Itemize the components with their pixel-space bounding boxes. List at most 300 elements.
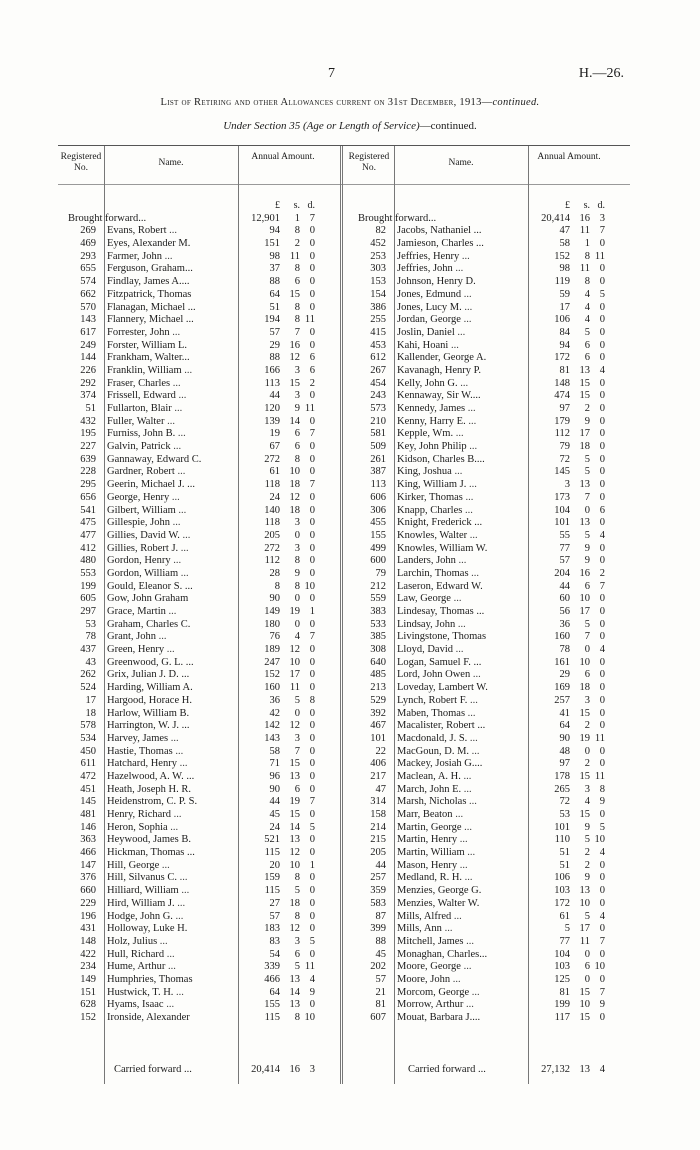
allowee-name [107,378,231,391]
allowee-name [397,238,521,251]
leader-dots: ... [470,669,481,681]
amount-shillings: 8 [294,453,300,465]
leader-dots: ... [451,466,463,478]
amount-shillings: 8 [294,580,300,592]
allowee-name [397,898,521,911]
leader-dots: ... [450,973,461,985]
leader-dots: ... [170,517,181,529]
amount-shillings: 15 [289,758,300,770]
amount-pence: 0 [599,326,605,338]
registered-number: 655 [80,263,96,275]
allowee-name-text: Ironside, Alexander [107,1012,190,1023]
amount-shillings: 9 [584,555,590,567]
registered-number: 607 [370,1012,386,1023]
amount-pounds: 180 [264,618,280,630]
allowee-name [397,530,521,543]
amount-shillings: 12 [289,847,300,859]
annual-amount-header: Annual Amount. [537,152,601,162]
allowee-name-text: Lindesay, Thomas ... [397,606,485,617]
registered-number: 146 [80,821,96,833]
amount-pounds: 272 [264,453,280,465]
amount-pence: 0 [599,479,605,491]
allowee-name-text: Loveday, Lambert W. [397,682,488,694]
registered-number: 533 [370,618,386,630]
allowee-name [397,606,521,619]
amount-shillings: 15 [289,809,300,820]
registered-no-header: Registered No. [60,152,102,173]
amount-pounds: 466 [264,973,280,985]
registered-number: 88 [375,935,386,947]
allowee-name [397,758,521,771]
registered-number: 617 [80,326,96,338]
allowee-name-text: Knight, Frederick ... [397,517,483,529]
allowee-name-text: Menzies, Walter W. [397,897,480,909]
registered-no-header: Registered No. [348,152,390,173]
amount-pence: 0 [309,250,315,262]
leader-dots: ... [178,542,189,554]
registered-number: 485 [370,669,386,681]
registered-number: 113 [370,479,386,491]
amount-shillings: 9 [584,872,590,884]
registered-number: 385 [370,631,386,643]
amount-pence: 0 [309,618,315,630]
registered-number: 153 [370,276,386,288]
allowee-name [397,720,521,733]
amount-shillings: 3 [294,935,300,947]
amount-pence: 0 [309,263,315,275]
amount-pence: 0 [309,225,315,237]
allowee-name-text: Mason, Henry [397,859,458,871]
allowee-name [107,543,231,556]
amount-shillings: 12 [289,491,300,503]
column-divider-center [340,146,341,1084]
amount-pounds: 54 [269,948,280,960]
amount-pounds: 143 [264,732,280,744]
allowee-name [397,885,521,898]
allowee-name-text: Henry, Richard [107,809,172,820]
amount-pounds: 104 [554,504,570,516]
registered-number: 541 [80,504,96,516]
registered-number: 660 [80,885,96,897]
registered-number: 145 [80,796,96,808]
allowee-name-text: Lynch, Robert F. [397,694,468,706]
allowee-name-text: Monaghan, Charles... [397,948,488,960]
amount-pence: 2 [309,377,315,389]
amount-shillings: 3 [294,364,300,376]
allowee-name-text: Kepple, Wm. [397,428,454,440]
amount-shillings: 4 [294,631,300,643]
allowee-name [107,771,231,784]
amount-shillings: 13 [289,770,300,782]
amount-pence: 0 [599,606,605,617]
allowee-name-text: Mouat, Barbara J.... [397,1012,481,1023]
allowee-name [397,847,521,860]
allowee-name [107,746,231,759]
amount-pence: 0 [599,923,605,935]
allowee-name-text: Gillespie, John [107,517,170,529]
allowee-name [397,746,521,759]
amount-pence: 4 [599,847,605,859]
amount-pounds: 194 [264,314,280,326]
leader-dots: ... [464,847,476,859]
amount-shillings: 5 [584,618,590,630]
allowances-ledger [58,145,630,1086]
amount-pence: 4 [599,529,605,541]
allowee-name [397,568,521,581]
allowee-name [397,517,521,530]
allowee-name-text: Kidson, Charles B.... [397,453,485,465]
amount-pence: 0 [599,555,605,567]
allowee-name-text: Hill, George [107,859,160,871]
allowee-name-text: Kirker, Thomas [397,491,463,503]
amount-shillings: 3 [584,694,590,706]
amount-shillings: 6 [584,339,590,351]
amount-pence: 0 [309,555,315,567]
amount-pounds: 120 [264,403,280,414]
allowee-name-text: Harrington, W. J. ... [107,720,190,732]
allowee-name [397,593,521,606]
allowee-name [107,441,231,454]
allowee-name-text: Kahi, Hoani [397,339,449,351]
shillings-unit: s. [293,200,300,211]
leader-dots: ... [462,491,474,503]
registered-number: 524 [80,682,96,694]
amount-pence: 0 [599,859,605,871]
allowee-name-text: Mackey, Josiah G.... [397,758,483,770]
amount-pence: 11 [594,250,605,262]
amount-pence: 0 [309,758,315,770]
registered-number: 262 [80,669,96,681]
leader-dots: ... [455,555,467,567]
amount-pounds: 90 [269,593,280,605]
amount-pounds: 169 [554,682,570,694]
allowee-name-text: Fraser, Charles [107,377,171,389]
allowee-name [107,302,231,315]
amount-pounds: 139 [264,415,280,427]
registered-number: 412 [80,542,96,554]
amount-shillings: 17 [289,669,300,681]
registered-number: 267 [370,364,386,376]
amount-pence: 0 [309,466,315,478]
amount-pence: 8 [309,694,315,706]
amount-shillings: 19 [289,606,300,617]
amount-pounds: 115 [264,1012,280,1023]
registered-number: 215 [370,834,386,846]
amount-pounds: 72 [559,453,570,465]
amount-pence: 0 [309,441,315,453]
amount-pence: 10 [594,834,605,846]
registered-number: 480 [80,555,96,567]
allowee-name [107,238,231,251]
leader-dots: ... [164,415,175,427]
amount-pence: 0 [309,745,315,757]
amount-pounds: 172 [554,897,570,909]
amount-pounds: 81 [559,364,570,376]
allowee-name-text: Kallender, George A. [397,352,487,364]
amount-pounds: 57 [269,910,280,922]
amount-pence: 0 [599,897,605,909]
allowee-name [107,428,231,441]
amount-shillings: 6 [294,948,300,960]
amount-pence: 0 [599,618,605,630]
amount-pounds: 106 [554,314,570,326]
registered-number: 53 [85,618,96,630]
amount-pounds: 79 [559,441,570,453]
registered-number: 82 [375,225,386,237]
registered-number: 78 [85,631,96,643]
amount-shillings: 5 [584,326,590,338]
allowee-name [397,314,521,327]
allowee-name-text: Macdonald, J. S. [397,732,468,744]
amount-pence: 0 [309,720,315,732]
amount-pounds: 71 [269,758,280,770]
carried-forward-row [408,1064,605,1075]
amount-pounds: 44 [269,390,280,402]
amount-pence: 0 [309,885,315,897]
allowee-name [107,809,231,822]
allowee-name-text: Humphries, Thomas [107,973,193,985]
allowee-name-text: Heron, Sophia [107,821,168,833]
amount-shillings: 18 [289,504,300,516]
leader-dots: ... [175,504,187,516]
amount-shillings: 8 [294,225,300,237]
amount-pounds: 41 [559,707,570,719]
allowee-name [107,403,231,416]
allowee-name-text: Martin, George [397,821,462,833]
amount-shillings: 0 [584,504,590,516]
amount-pounds: 155 [264,999,280,1011]
allowee-name [107,492,231,505]
leader-dots: ... [454,326,466,338]
amount-pounds: 37 [269,263,280,275]
allowee-name-text: Morrow, Arthur [397,999,464,1011]
amount-pounds: 3 [564,479,570,491]
allowee-name [107,974,231,987]
amount-shillings: 7 [584,631,590,643]
allowee-name [107,822,231,835]
amount-pence: 0 [599,339,605,351]
registered-number: 149 [80,973,96,985]
leader-dots: ... [157,935,168,947]
amount-shillings: 5 [294,694,300,706]
amount-pounds: 178 [554,770,570,782]
leader-dots: ... [452,809,464,820]
registered-number: 662 [80,288,96,300]
leader-dots: ... [163,999,175,1011]
amount-shillings: 10 [579,593,590,605]
allowee-name [107,911,231,924]
amount-pounds: 20,414 [251,1064,280,1075]
allowee-name-text: Martin, William [397,847,465,859]
allowee-name [397,631,521,644]
registered-number: 79 [375,567,386,579]
amount-pounds: 51 [269,301,280,313]
amount-pence: 7 [309,796,315,808]
amount-pounds: 64 [559,720,570,732]
amount-pence: 7 [599,225,605,237]
column-divider [238,146,239,1084]
amount-shillings: 13 [579,1064,590,1075]
allowee-name [397,365,521,378]
amount-pence: 4 [599,910,605,922]
allowee-name [107,555,231,568]
registered-number: 87 [375,910,386,922]
amount-pence: 11 [304,403,315,414]
allowee-name-text: Marr, Beaton [397,809,453,820]
registered-number: 234 [80,961,96,973]
amount-shillings: 2 [294,238,300,250]
amount-shillings: 11 [579,225,590,237]
amount-shillings: 10 [289,859,300,871]
amount-shillings: 7 [584,491,590,503]
allowee-name-text: Kelly, John G. [397,377,458,389]
allowee-name [397,771,521,784]
amount-pence: 7 [599,935,605,947]
allowee-name-text: Eyes, Alexander M. [107,238,191,250]
registered-number: 217 [370,770,386,782]
allowee-name [397,796,521,809]
allowee-name [107,695,231,708]
allowee-name-text: Hustwick, T. H. [107,986,174,998]
amount-shillings: 12 [289,644,300,656]
amount-shillings: 0 [294,529,300,541]
amount-pence: 0 [599,403,605,414]
allowee-name [397,416,521,429]
amount-pence: 0 [309,872,315,884]
amount-shillings: 18 [289,897,300,909]
allowee-name-text: Grix, Julian J. D. ... [107,669,190,681]
allowee-name-text: Flannery, Michael ... [107,314,194,326]
amount-pence: 0 [309,999,315,1011]
amount-pounds: 20,414 [541,212,570,224]
allowee-name-text: Gillies, David W. [107,529,180,541]
allowee-name [107,644,231,657]
leader-dots: ... [172,745,184,757]
pounds-unit: £ [565,200,570,211]
allowee-name [107,758,231,771]
amount-pence: 0 [599,453,605,465]
allowee-name-text: Findlay, James A.... [107,276,190,288]
amount-pence: 0 [599,669,605,681]
amount-pounds: 76 [269,631,280,643]
allowee-name [107,733,231,746]
amount-pence: 11 [594,770,605,782]
amount-shillings: 13 [289,834,300,846]
amount-pounds: 125 [554,973,570,985]
amount-pence: 0 [599,1012,605,1023]
allowee-name-text: Harvey, James [107,732,169,744]
registered-number: 101 [370,732,386,744]
allowee-name [397,390,521,403]
allowee-name [107,568,231,581]
amount-pounds: 140 [264,504,280,516]
amount-pence: 8 [599,783,605,795]
allowee-name-text: Moore, John [397,973,451,985]
registered-number: 196 [80,910,96,922]
amount-shillings: 12 [289,720,300,732]
allowee-name [107,416,231,429]
registered-number: 295 [80,479,96,491]
amount-shillings: 16 [579,567,590,579]
allowee-name [107,593,231,606]
allowee-name-text: Lloyd, David [397,644,453,656]
amount-pounds: 78 [559,644,570,656]
allowee-name-text: Mills, Alfred [397,910,452,922]
amount-pounds: 152 [554,250,570,262]
allowee-name [397,669,521,682]
allowee-name [107,530,231,543]
amount-pence: 2 [599,567,605,579]
amount-shillings: 14 [289,821,300,833]
amount-pounds: 45 [269,809,280,820]
registered-number: 574 [80,276,96,288]
amount-pence: 9 [599,796,605,808]
allowee-name-text: Gillies, Robert J. [107,542,179,554]
allowee-name-text: Fuller, Walter [107,415,165,427]
registered-number: 199 [80,580,96,592]
allowee-name [107,796,231,809]
amount-pence: 0 [309,948,315,960]
registered-number: 306 [370,504,386,516]
amount-pounds: 47 [559,225,570,237]
allowee-name [397,492,521,505]
leader-dots: ... [462,504,473,516]
document-title [0,97,700,108]
allowee-name [397,619,521,632]
amount-shillings: 4 [584,314,590,326]
registered-number: 466 [80,847,96,859]
amount-pence: 3 [309,1064,315,1075]
amount-pence: 0 [599,415,605,427]
registered-number: 212 [370,580,386,592]
registered-number: 147 [80,859,96,871]
allowee-name-text: Kenny, Harry E. [397,415,466,427]
allowee-name-text: Lord, John Owen [397,669,471,681]
registered-number: 583 [370,897,386,909]
amount-shillings: 13 [579,364,590,376]
amount-pence: 6 [309,364,315,376]
allowee-name [397,454,521,467]
amount-pounds: 42 [269,707,280,719]
amount-shillings: 8 [294,314,300,326]
page-number: 7 [328,66,335,81]
amount-shillings: 10 [289,656,300,668]
allowee-name [397,505,521,518]
amount-shillings: 6 [294,428,300,440]
allowee-name [397,708,521,721]
registered-number: 455 [370,517,386,529]
registered-number: 43 [85,656,96,668]
amount-pence: 0 [599,948,605,960]
amount-shillings: 14 [289,986,300,998]
column-divider [104,146,105,1084]
amount-pence: 0 [309,910,315,922]
registered-number: 639 [80,453,96,465]
leader-dots: ... [178,885,190,897]
allowee-name-text: Knowles, Walter [397,529,468,541]
registered-number: 18 [85,707,96,719]
amount-pence: 0 [309,453,315,465]
leader-dots: ... [441,923,453,935]
amount-pence: 0 [309,669,315,681]
registered-number: 553 [80,567,96,579]
allowee-name-text: Hyams, Isaac [107,999,164,1011]
registered-number: 452 [370,238,386,250]
amount-pence: 0 [309,326,315,338]
amount-pounds: 247 [264,656,280,668]
amount-pounds: 36 [559,618,570,630]
amount-pence: 0 [309,656,315,668]
